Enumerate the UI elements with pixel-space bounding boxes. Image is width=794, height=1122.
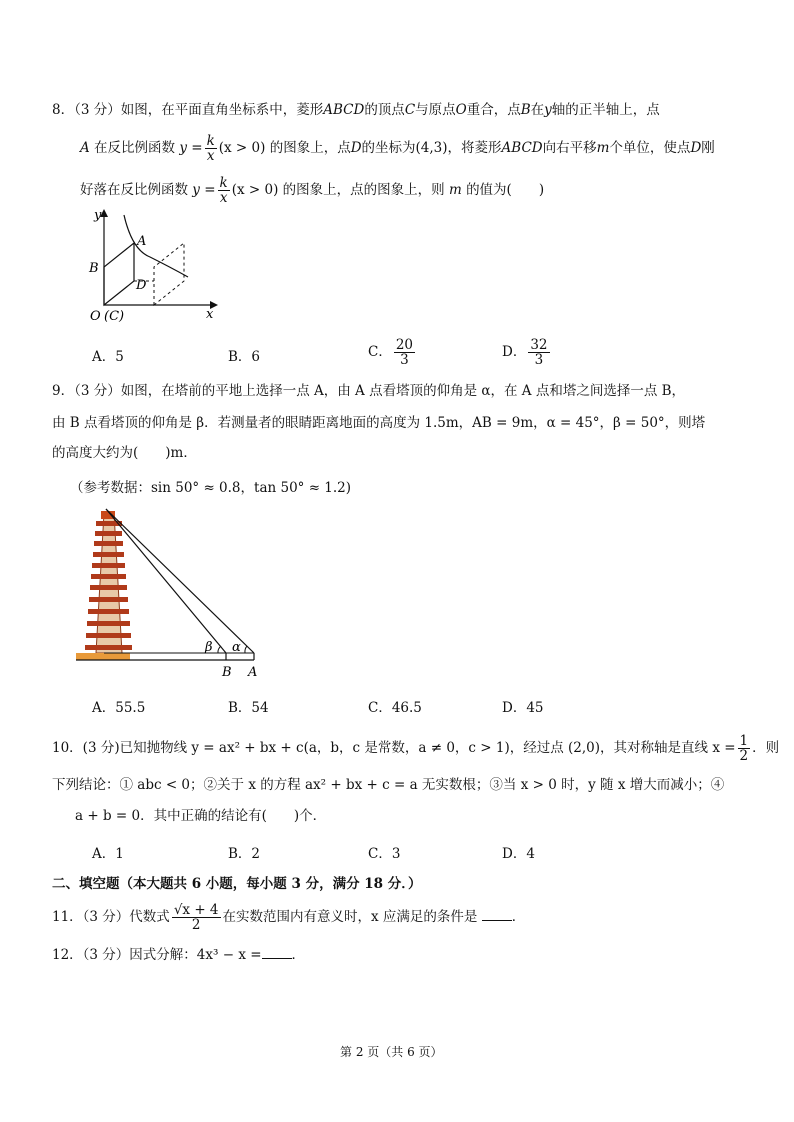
- label-x: x: [206, 307, 214, 322]
- sight-line-a: [106, 509, 254, 653]
- q10-option-d: D．4: [502, 846, 535, 862]
- label-A: A: [137, 234, 147, 249]
- q10-line2: 下列结论：① abc < 0；②关于 x 的方程 ax² + bx + c = a 无实数根；③当 x > 0 时，y 随 x 增大而减小；④: [52, 777, 725, 793]
- q8-line2: A 在反比例函数 y = $\frac{k}{x}$ (x > 0) 的图象上，点D的坐标为(4,3)，将菱形ABCD向右平移m个单位，使点D刚: [80, 133, 715, 164]
- sight-line-b: [106, 509, 226, 653]
- q8-option-a: A．5: [92, 349, 124, 365]
- q9-line2: 由 B 点看塔顶的仰角是 β．若测量者的眼睛距离地面的高度为 1.5m，AB = 9m，α = 45°，β = 50°，则塔: [52, 415, 706, 431]
- q10-line3: a + b = 0．其中正确的结论有( )个．: [75, 808, 327, 824]
- q12-line: 12．（3 分）因式分解：4x³ − x = ．: [52, 947, 306, 963]
- q8-line3: 好落在反比例函数 y = $\frac{k}{x}$ (x > 0) 的图象上，点的图象上，则 m 的值为( ): [80, 175, 545, 206]
- q8-rhombus-figure: [70, 205, 230, 330]
- q9-option-a: A．55.5: [92, 700, 146, 716]
- q11-answer-blank[interactable]: [482, 908, 512, 921]
- q9-option-b: B．54: [228, 700, 269, 716]
- fraction-k-over-x: $\frac{k}{x}$: [219, 175, 228, 206]
- section-heading-fill-in: 二、填空题（本大题共 6 小题，每小题 3 分，满分 18 分．）: [52, 876, 422, 892]
- q8-option-c: C． $\frac{20}{3}$: [368, 337, 414, 368]
- label-alpha: α: [232, 640, 241, 655]
- label-beta: β: [205, 640, 213, 655]
- angle-alpha-arc: [245, 646, 247, 653]
- fraction-32-3: $\frac{32}{3}$: [530, 337, 548, 368]
- page-footer: 第 2 页（共 6 页）: [340, 1045, 443, 1059]
- label-B: B: [222, 665, 232, 680]
- q10-line1: 10．(3 分)已知抛物线 y = ax² + bx + c(a，b，c 是常数，a ≠ 0，c > 1)，经过点 (2,0)，其对称轴是直线 x = $\frac{1}{2}$ ．则: [52, 733, 780, 764]
- q8-option-d: D． $\frac{32}{3}$: [502, 337, 548, 368]
- q9-tower-figure: [74, 505, 264, 680]
- q8-option-b: B．6: [228, 349, 261, 365]
- q12-answer-blank[interactable]: [262, 946, 292, 959]
- fraction-20-3: $\frac{20}{3}$: [395, 337, 414, 368]
- label-y: y: [94, 208, 102, 223]
- angle-beta-arc: [218, 646, 221, 653]
- q11-line: 11．（3 分）代数式 $\frac{√x + 4}{2}$ 在实数范围内有意义时，x 应满足的条件是 ．: [52, 902, 526, 933]
- q10-option-b: B．2: [228, 846, 261, 862]
- q9-option-d: D．45: [502, 700, 544, 716]
- fraction-sqrt-x-plus-4-over-2: $\frac{√x + 4}{2}$: [173, 902, 219, 933]
- q10-option-c: C．3: [368, 846, 401, 862]
- label-B: B: [89, 261, 99, 276]
- fraction-k-over-x: $\frac{k}{x}$: [206, 133, 215, 164]
- label-D: D: [136, 278, 147, 293]
- translated-rhombus: [154, 243, 184, 305]
- label-A: A: [248, 665, 258, 680]
- q9-reference: （参考数据：sin 50° ≈ 0.8，tan 50° ≈ 1.2): [70, 480, 352, 496]
- q10-option-a: A．1: [92, 846, 124, 862]
- pagoda-tower: [76, 511, 132, 660]
- rhombus-abcd: [104, 243, 134, 305]
- label-C: (C): [104, 309, 125, 324]
- q8-line1: 8．（3 分）如图，在平面直角坐标系中，菱形ABCD的顶点C与原点O重合，点B在y轴的正半轴上，点: [52, 102, 660, 118]
- q9-line3: 的高度大约为( )m．: [52, 445, 197, 461]
- q9-option-c: C．46.5: [368, 700, 422, 716]
- fraction-one-half: $\frac{1}{2}$: [739, 733, 749, 764]
- q9-line1: 9．（3 分）如图，在塔前的平地上选择一点 A，由 A 点看塔顶的仰角是 α，在 A 点和塔之间选择一点 B，: [52, 383, 686, 399]
- label-O: O: [90, 309, 101, 324]
